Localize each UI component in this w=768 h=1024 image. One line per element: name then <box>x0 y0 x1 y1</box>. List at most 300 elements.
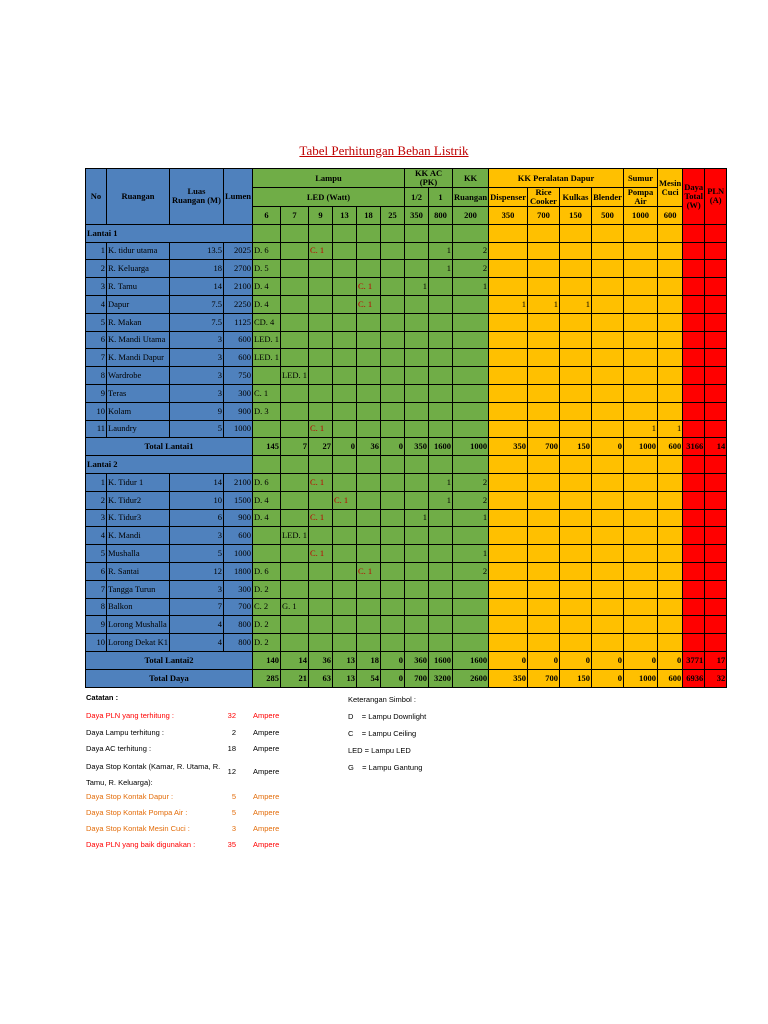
table-cell <box>280 545 308 563</box>
table-cell <box>705 616 727 634</box>
table-cell <box>683 616 705 634</box>
table-cell <box>381 242 405 260</box>
table-cell: C. 1 <box>309 509 333 527</box>
table-cell <box>527 509 559 527</box>
table-cell: 3 <box>169 580 223 598</box>
table-cell: 1 <box>405 278 429 296</box>
table-cell <box>489 384 528 402</box>
total-cell: 0 <box>527 651 559 669</box>
table-cell <box>657 580 682 598</box>
table-cell <box>405 295 429 313</box>
table-cell <box>280 260 308 278</box>
total-cell: 0 <box>381 651 405 669</box>
table-cell <box>405 242 429 260</box>
table-cell <box>623 598 657 616</box>
total-lantai-2-row-label: Total Lantai2 <box>86 651 253 669</box>
table-cell: 10 <box>169 491 223 509</box>
table-cell <box>489 260 528 278</box>
empty-cell <box>405 224 429 242</box>
table-cell <box>705 331 727 349</box>
table-cell <box>657 527 682 545</box>
total-cell: 700 <box>527 438 559 456</box>
table-cell <box>559 527 591 545</box>
table-cell <box>280 509 308 527</box>
table-cell <box>381 473 405 491</box>
table-cell <box>591 260 623 278</box>
table-cell <box>309 331 333 349</box>
empty-cell <box>309 456 333 474</box>
table-cell <box>429 509 453 527</box>
table-cell <box>357 242 381 260</box>
table-cell <box>333 349 357 367</box>
ac-watt-800: 800 <box>429 207 453 225</box>
table-cell: C. 1 <box>309 420 333 438</box>
table-cell <box>453 349 489 367</box>
header-row-1 <box>86 169 727 188</box>
table-cell <box>527 634 559 652</box>
table-cell <box>309 616 333 634</box>
table-cell: D. 6 <box>252 242 280 260</box>
total-cell: 150 <box>559 438 591 456</box>
table-cell <box>357 634 381 652</box>
table-cell: C. 1 <box>333 491 357 509</box>
note-unit: Ampere <box>253 792 280 801</box>
table-cell <box>657 491 682 509</box>
table-cell <box>381 580 405 598</box>
table-cell <box>527 349 559 367</box>
table-cell <box>657 278 682 296</box>
empty-cell <box>381 224 405 242</box>
table-cell <box>527 402 559 420</box>
table-cell: 2 <box>453 260 489 278</box>
note-value: 3 <box>231 824 236 833</box>
table-cell <box>309 402 333 420</box>
table-row <box>86 420 727 438</box>
table-cell <box>280 278 308 296</box>
empty-cell <box>280 224 308 242</box>
table-cell <box>381 562 405 580</box>
table-cell <box>309 491 333 509</box>
table-row <box>86 331 727 349</box>
table-cell <box>429 598 453 616</box>
table-cell: R. Tamu <box>107 278 170 296</box>
table-row <box>86 598 727 616</box>
table-title: Tabel Perhitungan Beban Listrik <box>299 143 469 158</box>
table-cell <box>705 598 727 616</box>
table-cell <box>405 616 429 634</box>
header-lampu: Lampu <box>252 169 404 188</box>
table-cell <box>381 491 405 509</box>
table-cell <box>559 580 591 598</box>
table-cell: 7 <box>169 598 223 616</box>
section-lantai-1-label: Lantai 1 <box>86 224 253 242</box>
table-cell <box>527 260 559 278</box>
empty-cell <box>429 224 453 242</box>
table-cell: 2 <box>453 491 489 509</box>
table-cell <box>381 278 405 296</box>
table-cell: 1 <box>86 473 107 491</box>
total-cell: 145 <box>252 438 280 456</box>
table-cell: 7 <box>86 349 107 367</box>
empty-cell <box>591 456 623 474</box>
table-cell <box>453 295 489 313</box>
table-cell <box>591 473 623 491</box>
table-cell <box>559 331 591 349</box>
empty-cell <box>489 456 528 474</box>
table-cell <box>705 509 727 527</box>
total-cell: 0 <box>559 651 591 669</box>
table-cell: 2250 <box>223 295 252 313</box>
table-cell <box>333 242 357 260</box>
note-value: 2 <box>231 728 236 737</box>
table-cell <box>280 491 308 509</box>
table-cell <box>280 242 308 260</box>
table-cell: 14 <box>169 278 223 296</box>
table-cell <box>705 295 727 313</box>
table-cell <box>657 509 682 527</box>
table-cell <box>683 331 705 349</box>
table-cell <box>357 509 381 527</box>
table-cell <box>405 527 429 545</box>
note-value: 32 <box>227 711 236 720</box>
table-row <box>86 562 727 580</box>
table-cell <box>309 634 333 652</box>
table-cell <box>429 634 453 652</box>
table-cell <box>623 562 657 580</box>
table-cell <box>657 242 682 260</box>
total-cell: 14 <box>280 651 308 669</box>
header-kk-ruangan: Ruangan <box>453 188 489 207</box>
table-cell <box>683 562 705 580</box>
table-cell <box>489 598 528 616</box>
table-cell <box>527 278 559 296</box>
table-cell <box>333 580 357 598</box>
section-lantai-1 <box>86 224 727 242</box>
table-cell <box>405 598 429 616</box>
total-cell: 17 <box>705 651 727 669</box>
table-cell <box>591 562 623 580</box>
table-cell <box>405 260 429 278</box>
table-cell: 2 <box>86 260 107 278</box>
power-blender: 500 <box>591 207 623 225</box>
table-cell <box>623 402 657 420</box>
table-cell: 1 <box>623 420 657 438</box>
table-cell <box>705 420 727 438</box>
table-cell: 1 <box>489 295 528 313</box>
empty-cell <box>357 456 381 474</box>
empty-cell <box>252 456 280 474</box>
table-cell: 2025 <box>223 242 252 260</box>
table-cell <box>527 420 559 438</box>
table-cell <box>683 420 705 438</box>
table-cell <box>489 402 528 420</box>
table-cell <box>381 402 405 420</box>
table-cell <box>357 420 381 438</box>
note-value: 12 <box>227 767 236 776</box>
total-cell: 14 <box>705 438 727 456</box>
table-row <box>86 491 727 509</box>
table-cell: K. Mandi Dapur <box>107 349 170 367</box>
table-cell <box>705 278 727 296</box>
watt-6: 6 <box>252 207 280 225</box>
legend-item: G = Lampu Gantung <box>348 763 423 772</box>
total-cell: 0 <box>623 651 657 669</box>
table-cell: 1000 <box>223 420 252 438</box>
header-ruangan: Ruangan <box>107 169 170 225</box>
watt-13: 13 <box>333 207 357 225</box>
table-cell <box>381 260 405 278</box>
table-cell: K. Tidur3 <box>107 509 170 527</box>
table-cell: 3 <box>169 367 223 385</box>
table-cell <box>683 349 705 367</box>
table-cell <box>309 598 333 616</box>
table-cell <box>429 580 453 598</box>
table-cell: 700 <box>223 598 252 616</box>
table-row <box>86 260 727 278</box>
total-lantai-1-row <box>86 438 727 456</box>
table-cell <box>333 278 357 296</box>
table-cell <box>705 367 727 385</box>
note-value: 5 <box>231 808 236 817</box>
empty-cell <box>357 224 381 242</box>
table-cell: 3 <box>169 384 223 402</box>
empty-cell <box>683 456 705 474</box>
table-cell: LED. 1 <box>252 349 280 367</box>
table-cell: Lorong Mushalla <box>107 616 170 634</box>
table-cell <box>429 562 453 580</box>
table-cell <box>333 331 357 349</box>
table-cell <box>591 580 623 598</box>
table-cell: 2 <box>453 242 489 260</box>
table-cell <box>405 367 429 385</box>
table-cell <box>429 616 453 634</box>
table-cell <box>489 420 528 438</box>
total-cell: 1000 <box>623 669 657 687</box>
table-cell <box>527 616 559 634</box>
total-cell: 36 <box>357 438 381 456</box>
table-cell: 4 <box>169 616 223 634</box>
note-value: 35 <box>227 840 236 849</box>
table-cell <box>591 420 623 438</box>
table-cell <box>405 562 429 580</box>
note-label: Daya PLN yang baik digunakan : <box>86 840 196 849</box>
header-kk: KK <box>453 169 489 188</box>
table-cell <box>591 349 623 367</box>
table-cell <box>280 420 308 438</box>
total-cell: 0 <box>591 669 623 687</box>
table-cell <box>657 295 682 313</box>
table-cell <box>623 634 657 652</box>
table-cell <box>489 473 528 491</box>
table-cell <box>381 420 405 438</box>
table-cell: 1 <box>429 260 453 278</box>
total-cell: 600 <box>657 438 682 456</box>
table-cell: 2100 <box>223 473 252 491</box>
table-cell: Balkon <box>107 598 170 616</box>
note-unit: Ampere <box>253 728 280 737</box>
empty-cell <box>683 224 705 242</box>
table-cell: 1 <box>405 509 429 527</box>
table-cell <box>429 545 453 563</box>
table-cell <box>489 491 528 509</box>
table-cell: D. 2 <box>252 616 280 634</box>
watt-25: 25 <box>381 207 405 225</box>
table-cell <box>429 367 453 385</box>
table-cell <box>683 634 705 652</box>
table-cell <box>429 331 453 349</box>
table-cell <box>657 349 682 367</box>
table-cell: 2700 <box>223 260 252 278</box>
table-cell <box>381 527 405 545</box>
empty-cell <box>405 456 429 474</box>
table-cell: 800 <box>223 616 252 634</box>
table-cell <box>429 527 453 545</box>
table-cell: D. 3 <box>252 402 280 420</box>
load-table <box>85 168 727 688</box>
table-cell <box>657 367 682 385</box>
table-cell <box>705 580 727 598</box>
table-cell <box>405 402 429 420</box>
table-row <box>86 295 727 313</box>
table-cell <box>405 420 429 438</box>
table-cell: 10 <box>86 634 107 652</box>
table-cell <box>405 384 429 402</box>
header-pln: PLN (A) <box>705 169 727 225</box>
table-cell: 7.5 <box>169 295 223 313</box>
table-cell <box>309 384 333 402</box>
table-cell: 900 <box>223 509 252 527</box>
table-cell <box>252 545 280 563</box>
table-cell <box>280 562 308 580</box>
table-cell: 6 <box>86 562 107 580</box>
note-label: Daya Stop Kontak Pompa Air : <box>86 808 188 817</box>
table-cell: 800 <box>223 634 252 652</box>
table-cell <box>333 616 357 634</box>
table-cell: 10 <box>86 402 107 420</box>
table-cell <box>405 634 429 652</box>
table-cell <box>381 509 405 527</box>
table-cell: D. 6 <box>252 473 280 491</box>
table-cell <box>489 278 528 296</box>
total-cell: 0 <box>591 438 623 456</box>
table-cell <box>381 616 405 634</box>
table-cell <box>489 527 528 545</box>
table-cell <box>623 491 657 509</box>
table-cell <box>357 491 381 509</box>
table-cell <box>657 313 682 331</box>
table-cell <box>357 545 381 563</box>
table-cell <box>453 313 489 331</box>
table-cell <box>591 384 623 402</box>
total-lantai-1-row-label: Total Lantai1 <box>86 438 253 456</box>
table-cell <box>333 295 357 313</box>
table-cell <box>657 331 682 349</box>
table-cell <box>333 545 357 563</box>
table-cell <box>280 616 308 634</box>
table-cell: 12 <box>169 562 223 580</box>
header-daya-total: Daya Total (W) <box>683 169 705 225</box>
table-cell: 1125 <box>223 313 252 331</box>
table-cell <box>705 491 727 509</box>
total-cell: 0 <box>489 651 528 669</box>
empty-cell <box>591 224 623 242</box>
table-cell <box>623 473 657 491</box>
table-cell <box>591 278 623 296</box>
table-cell <box>429 278 453 296</box>
table-cell <box>333 634 357 652</box>
table-cell: 7 <box>86 580 107 598</box>
table-cell: 9 <box>86 616 107 634</box>
table-cell <box>683 402 705 420</box>
table-cell <box>527 598 559 616</box>
table-cell <box>591 491 623 509</box>
table-cell: 300 <box>223 384 252 402</box>
power-kulkas: 150 <box>559 207 591 225</box>
note-label: Daya Stop Kontak Mesin Cuci : <box>86 824 190 833</box>
header-luas: Luas Ruangan (M) <box>169 169 223 225</box>
table-cell <box>489 313 528 331</box>
ac-watt-350: 350 <box>405 207 429 225</box>
table-cell <box>623 331 657 349</box>
empty-cell <box>559 456 591 474</box>
table-cell: 1 <box>429 242 453 260</box>
table-cell: R. Makan <box>107 313 170 331</box>
table-cell: 5 <box>86 313 107 331</box>
header-kk-peralatan: KK Peralatan Dapur <box>489 169 624 188</box>
total-cell: 360 <box>405 651 429 669</box>
table-cell <box>453 384 489 402</box>
table-cell <box>405 580 429 598</box>
total-daya-row-label: Total Daya <box>86 669 253 687</box>
table-cell <box>683 260 705 278</box>
table-cell <box>683 367 705 385</box>
table-cell: D. 4 <box>252 509 280 527</box>
table-cell <box>559 634 591 652</box>
table-cell: C. 1 <box>309 545 333 563</box>
table-cell <box>683 384 705 402</box>
table-row <box>86 367 727 385</box>
table-cell: 13.5 <box>169 242 223 260</box>
table-cell: 1 <box>453 509 489 527</box>
table-cell <box>657 260 682 278</box>
table-row <box>86 349 727 367</box>
table-cell <box>309 580 333 598</box>
table-cell <box>559 473 591 491</box>
table-cell: 4 <box>86 527 107 545</box>
table-cell <box>333 473 357 491</box>
table-cell <box>705 260 727 278</box>
table-cell <box>333 527 357 545</box>
table-cell <box>591 509 623 527</box>
table-cell <box>559 545 591 563</box>
total-cell: 0 <box>381 669 405 687</box>
total-cell: 21 <box>280 669 308 687</box>
table-cell <box>357 580 381 598</box>
legend-item: LED = Lampu LED <box>348 746 411 755</box>
table-cell <box>559 384 591 402</box>
note-label: Daya Lampu terhitung : <box>86 728 164 737</box>
table-cell: C. 1 <box>252 384 280 402</box>
power-rice-cooker: 700 <box>527 207 559 225</box>
table-cell <box>309 367 333 385</box>
header-dispenser: Dispenser <box>489 188 528 207</box>
table-cell <box>453 634 489 652</box>
table-cell <box>453 402 489 420</box>
note-unit: Ampere <box>253 824 280 833</box>
table-cell <box>591 598 623 616</box>
note-label: Daya PLN yang terhitung : <box>86 711 174 720</box>
note-unit: Ampere <box>253 744 280 753</box>
